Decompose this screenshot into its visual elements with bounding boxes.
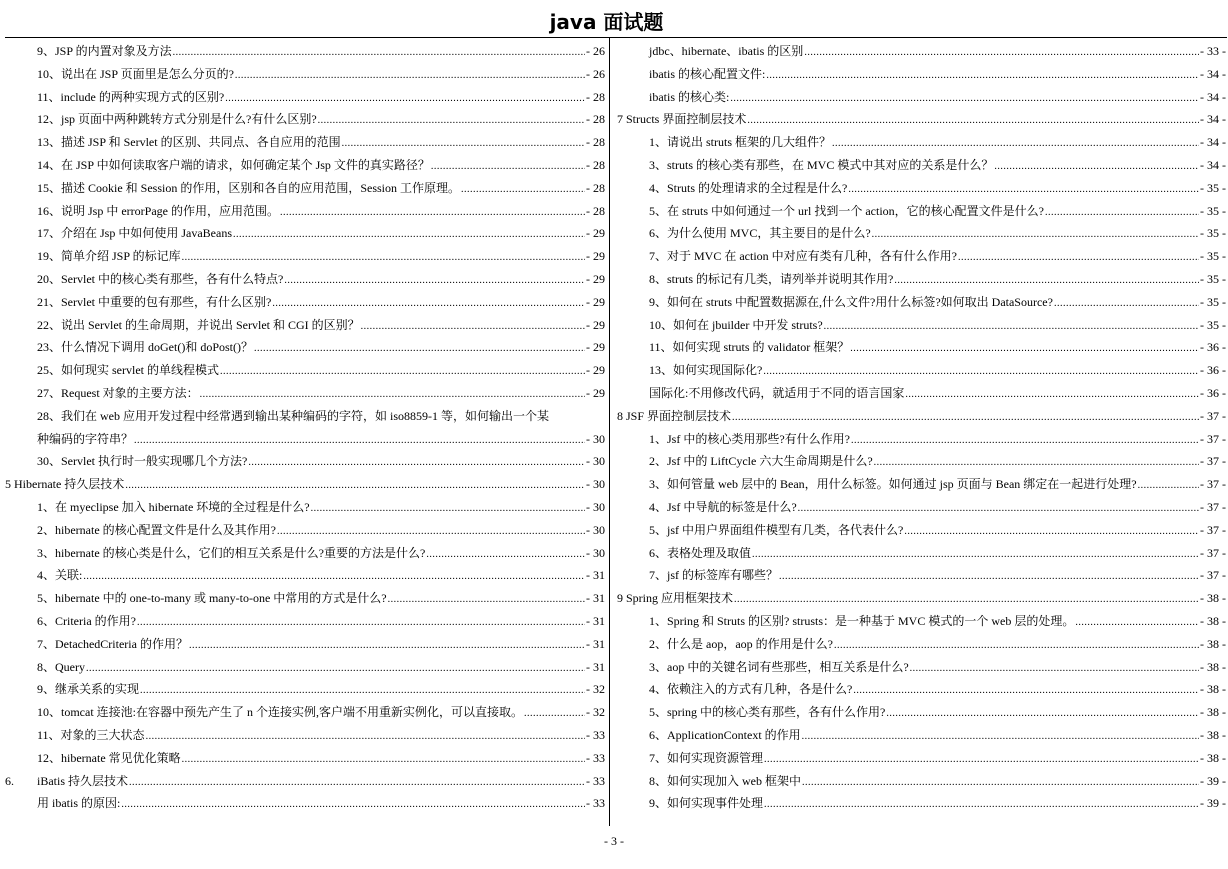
toc-entry-text: 6、表格处理及取值 [649, 545, 752, 560]
toc-leader-dots [802, 772, 1199, 793]
toc-entry[interactable] [5, 245, 605, 268]
toc-leader-dots [189, 635, 585, 656]
toc-page-number: - 38 - [1200, 705, 1226, 720]
toc-entry[interactable] [5, 724, 605, 747]
toc-leader-dots [904, 521, 1199, 542]
toc-page-number: - 37 - [1200, 477, 1226, 492]
toc-page-number: - 29 [586, 363, 605, 378]
toc-leader-dots [426, 544, 585, 565]
toc-entry-text: 3、hibernate 的核心类是什么，它们的相互关系是什么?重要的方法是什么? [37, 545, 426, 560]
toc-entry[interactable] [5, 428, 605, 451]
toc-page-number: - 31 [586, 659, 605, 674]
toc-leader-dots [146, 726, 585, 747]
toc-leader-dots [905, 384, 1199, 405]
toc-page-number: - 34 - [1200, 112, 1226, 127]
toc-page-number: - 30 [586, 477, 605, 492]
toc-section-entry[interactable] [617, 587, 1226, 610]
toc-page-number: - 38 - [1200, 636, 1226, 651]
toc-page-number: - 28 [586, 157, 605, 172]
toc-page-number: - 35 - [1200, 226, 1226, 241]
toc-entry-text: 27、Request 对象的主要方法： [37, 385, 199, 400]
toc-leader-dots [1138, 475, 1199, 496]
toc-entry[interactable] [617, 724, 1226, 747]
toc-page-number: - 35 - [1200, 249, 1226, 264]
toc-entry-text: 4、关联: [37, 568, 83, 583]
toc-entry-text: 2、什么是 aop，aop 的作用是什么? [649, 636, 833, 651]
toc-leader-dots [280, 202, 585, 223]
toc-entry[interactable] [5, 587, 605, 610]
toc-page-number: - 37 - [1200, 522, 1226, 537]
toc-entry-text: 14、在 JSP 中如何读取客户端的请求，如何确定某个 Jsp 文件的真实路径？ [37, 157, 430, 172]
toc-leader-dots [318, 110, 585, 131]
toc-page-number: - 34 - [1200, 66, 1226, 81]
toc-leader-dots [524, 703, 585, 724]
toc-leader-dots [254, 338, 585, 359]
toc-page-number: - 26 [586, 66, 605, 81]
toc-page-number: - 30 [586, 499, 605, 514]
toc-entry-text: 13、描述 JSP 和 Servlet 的区别、共同点、各自应用的范围 [37, 135, 341, 150]
toc-leader-dots [894, 270, 1199, 291]
toc-page-number: - 28 [586, 135, 605, 150]
toc-page-number: - 38 - [1200, 727, 1226, 742]
toc-entry-text: 1、请说出 struts 框架的几大组件？ [649, 135, 832, 150]
toc-entry[interactable] [617, 450, 1226, 473]
toc-leader-dots [121, 794, 585, 815]
toc-page-number: - 30 [586, 522, 605, 537]
toc-page-number: - 29 [586, 271, 605, 286]
toc-leader-dots [734, 589, 1199, 610]
toc-entry-text: 9、如何实现事件处理 [649, 796, 764, 811]
page-title: java 面试题 [549, 10, 664, 34]
toc-page-number: - 34 - [1200, 157, 1226, 172]
toc-entry[interactable] [617, 291, 1226, 314]
toc-leader-dots [361, 316, 585, 337]
toc-page-number: - 35 - [1200, 317, 1226, 332]
toc-page-number: - 28 [586, 203, 605, 218]
toc-section-entry[interactable] [5, 770, 605, 793]
toc-entry-text: ibatis 的核心配置文件: [649, 66, 766, 81]
toc-entry-text: 2、Jsf 中的 LiftCycle 六大生命周期是什么? [649, 454, 873, 469]
toc-page-number: - 34 - [1200, 89, 1226, 104]
toc-entry-text: 6、Criteria 的作用? [37, 613, 136, 628]
toc-entry-text: 11、对象的三大状态 [37, 727, 145, 742]
toc-entry-text: 1、Spring 和 Struts 的区别? strusts：是一种基于 MVC 模式的一个 web 层的处理。 [649, 613, 1075, 628]
toc-leader-dots [173, 42, 585, 63]
toc-leader-dots [225, 88, 585, 109]
toc-entry-text: 9、JSP 的内置对象及方法 [37, 44, 172, 58]
toc-leader-dots [220, 361, 585, 382]
toc-leader-dots [137, 612, 585, 633]
toc-entry-text: 16、说明 Jsp 中 errorPage 的作用，应用范围。 [37, 203, 279, 218]
toc-page-number: - 29 [586, 249, 605, 264]
toc-entry-text: 7、DetachedCriteria 的作用？ [37, 636, 188, 651]
toc-entry-text: 5 Hibernate 持久层技术 [5, 477, 125, 492]
toc-leader-dots [779, 566, 1199, 587]
toc-entry[interactable] [617, 382, 1226, 405]
toc-page-number: - 35 - [1200, 180, 1226, 195]
toc-entry[interactable] [617, 177, 1226, 200]
toc-leader-dots [277, 521, 585, 542]
toc-leader-dots [763, 361, 1199, 382]
toc-entry-text: 8、struts 的标记有几类，请列举并说明其作用? [649, 271, 894, 286]
toc-leader-dots [1054, 293, 1199, 314]
toc-leader-dots [958, 247, 1199, 268]
toc-section-entry[interactable] [617, 108, 1226, 131]
toc-entry[interactable] [617, 656, 1226, 679]
toc-leader-dots [388, 589, 585, 610]
toc-entry-text: 1、在 myeclipse 加入 hibernate 环境的全过程是什么? [37, 499, 310, 514]
toc-leader-dots [235, 65, 585, 86]
toc-entry[interactable] [5, 268, 605, 291]
toc-entry[interactable] [5, 359, 605, 382]
toc-leader-dots [850, 338, 1199, 359]
toc-page-number: - 30 [586, 431, 605, 446]
toc-leader-dots [200, 384, 585, 405]
column-divider [609, 38, 610, 826]
toc-page-number: - 32 [586, 705, 605, 720]
toc-leader-dots [994, 156, 1199, 177]
toc-entry[interactable] [617, 701, 1226, 724]
toc-page-number: - 37 - [1200, 568, 1226, 583]
toc-page-number: - 29 [586, 340, 605, 355]
toc-entry-text: jdbc、hibernate、ibatis 的区别 [649, 44, 804, 58]
toc-page-number: - 28 [586, 180, 605, 195]
toc-entry-text: 7 Structs 界面控制层技术 [617, 112, 747, 127]
toc-entry-text: 28、我们在 web 应用开发过程中经常遇到输出某种编码的字符，如 iso8859-1 等，如何输出一个某 [37, 408, 549, 423]
toc-section-entry[interactable] [617, 405, 1226, 428]
toc-entry[interactable] [617, 200, 1226, 223]
toc-entry[interactable] [5, 633, 605, 656]
toc-page-number: - 30 [586, 454, 605, 469]
toc-entry[interactable] [617, 222, 1226, 245]
toc-entry-text: 5、spring 中的核心类有那些，各有什么作用? [649, 705, 886, 720]
toc-leader-dots [311, 498, 585, 519]
toc-entry[interactable] [617, 770, 1226, 793]
toc-entry[interactable] [617, 633, 1226, 656]
toc-entry-text: 9、如何在 struts 中配置数据源在,什么文件?用什么标签?如何取出 DataSource? [649, 294, 1053, 309]
toc-leader-dots [851, 430, 1199, 451]
toc-leader-dots [804, 42, 1199, 63]
toc-entry[interactable] [5, 63, 605, 86]
toc-page-number: - 38 - [1200, 750, 1226, 765]
toc-entry-text: 30、Servlet 执行时一般实现哪几个方法? [37, 454, 248, 469]
toc-entry[interactable] [5, 610, 605, 633]
toc-entry-text: 9、继承关系的实现 [37, 682, 140, 697]
toc-leader-dots [284, 270, 585, 291]
toc-entry[interactable] [5, 405, 605, 428]
toc-page-number: - 29 [586, 317, 605, 332]
toc-entry-text: 9 Spring 应用框架技术 [617, 591, 734, 606]
toc-entry-text: 10、说出在 JSP 页面里是怎么分页的? [37, 66, 234, 81]
toc-entry[interactable] [5, 86, 605, 109]
toc-entry-text: 国际化:不用修改代码，就适用于不同的语言国家 [649, 385, 905, 400]
toc-page-number: - 33 [586, 750, 605, 765]
toc-entry-text: 21、Servlet 中重要的包有那些，有什么区别? [37, 294, 272, 309]
toc-entry[interactable] [617, 154, 1226, 177]
toc-entry[interactable] [617, 40, 1226, 63]
toc-page-number: - 37 - [1200, 545, 1226, 560]
toc-entry-text: 22、说出 Servlet 的生命周期，并说出 Servlet 和 CGI 的区别？ [37, 317, 360, 332]
toc-entry[interactable] [617, 336, 1226, 359]
toc-page-number: - 38 - [1200, 659, 1226, 674]
toc-page-number: - 31 [586, 591, 605, 606]
toc-entry-text: 4、依赖注入的方式有几种，各是什么? [649, 682, 853, 697]
toc-entry-text: 17、介绍在 Jsp 中如何使用 JavaBeans [37, 226, 232, 241]
toc-page-number: - 29 [586, 226, 605, 241]
toc-entry[interactable] [5, 450, 605, 473]
toc-entry[interactable] [617, 542, 1226, 565]
toc-leader-dots [848, 179, 1199, 200]
toc-entry[interactable] [5, 747, 605, 770]
toc-page-number: - 38 - [1200, 591, 1226, 606]
toc-entry[interactable] [5, 336, 605, 359]
toc-entry[interactable] [617, 473, 1226, 496]
toc-page-number: - 35 - [1200, 271, 1226, 286]
toc-entry[interactable] [5, 40, 605, 63]
toc-entry-text: 12、hibernate 常见优化策略 [37, 750, 181, 765]
toc-entry[interactable] [5, 200, 605, 223]
toc-leader-dots [182, 749, 585, 770]
toc-entry[interactable] [617, 86, 1226, 109]
toc-page-number: - 35 - [1200, 294, 1226, 309]
toc-entry[interactable] [617, 747, 1226, 770]
toc-entry[interactable] [5, 177, 605, 200]
toc-section-entry[interactable] [5, 473, 605, 496]
toc-entry[interactable] [617, 519, 1226, 542]
toc-entry-text: 3、aop 中的关键名词有些那些，相互关系是什么? [649, 659, 909, 674]
toc-leader-dots [764, 749, 1199, 770]
toc-entry-text: ibatis 的核心类: [649, 89, 730, 104]
toc-entry-text: 7、对于 MVC 在 action 中对应有类有几种，各有什么作用? [649, 249, 957, 264]
toc-entry[interactable] [5, 564, 605, 587]
toc-entry-text: 5、在 struts 中如何通过一个 url 找到一个 action，它的核心配置文件是什么? [649, 203, 1044, 218]
toc-entry[interactable] [617, 359, 1226, 382]
toc-page-number: - 36 - [1200, 363, 1226, 378]
toc-entry[interactable] [5, 154, 605, 177]
toc-leader-dots [140, 680, 585, 701]
toc-leader-dots [248, 452, 585, 473]
toc-entry[interactable] [617, 610, 1226, 633]
toc-entry[interactable] [617, 268, 1226, 291]
toc-page-number: - 33 - [1200, 44, 1226, 58]
toc-page-number: - 38 - [1200, 613, 1226, 628]
toc-leader-dots [1075, 612, 1199, 633]
toc-entry[interactable] [5, 656, 605, 679]
toc-entry-text: iBatis 持久层技术 [37, 773, 129, 788]
toc-leader-dots [752, 544, 1199, 565]
toc-leader-dots [431, 156, 585, 177]
toc-entry-text: 4、Struts 的处理请求的全过程是什么? [649, 180, 848, 195]
toc-entry[interactable] [5, 792, 605, 815]
toc-entry-text: 8 JSF 界面控制层技术 [617, 408, 732, 423]
toc-page-number: - 28 [586, 112, 605, 127]
toc-leader-dots [824, 316, 1199, 337]
toc-entry-text: 19、简单介绍 JSP 的标记库 [37, 249, 181, 264]
toc-entry-text: 5、hibernate 中的 one-to-many 或 many-to-one 中常用的方式是什么? [37, 591, 387, 606]
toc-entry[interactable] [617, 63, 1226, 86]
toc-leader-dots [834, 635, 1199, 656]
toc-leader-dots [853, 680, 1199, 701]
toc-entry-text: 8、Query [37, 659, 85, 674]
toc-entry-text: 10、如何在 jbuilder 中开发 struts? [649, 317, 823, 332]
toc-entry[interactable] [5, 222, 605, 245]
toc-entry[interactable] [617, 314, 1226, 337]
toc-entry[interactable] [5, 701, 605, 724]
toc-entry-text: 23、什么情况下调用 doGet()和 doPost()？ [37, 340, 253, 355]
toc-entry[interactable] [5, 496, 605, 519]
toc-leader-dots [86, 658, 585, 679]
toc-entry-text: 10、tomcat 连接池:在容器中预先产生了 n 个连接实例,客户端不用重新实例化，可以直接取。 [37, 705, 523, 720]
toc-entry-text: 6、为什么使用 MVC，其主要目的是什么? [649, 226, 871, 241]
toc-left-column [5, 40, 605, 815]
toc-entry[interactable] [617, 678, 1226, 701]
toc-entry-text: 20、Servlet 中的核心类有那些，各有什么特点? [37, 271, 284, 286]
toc-entry[interactable] [5, 678, 605, 701]
toc-leader-dots [272, 293, 585, 314]
toc-page-number: - 37 - [1200, 499, 1226, 514]
toc-entry-text: 13、如何实现国际化? [649, 363, 763, 378]
toc-page-number: - 26 [586, 44, 605, 58]
toc-leader-dots [134, 430, 585, 451]
toc-entry-text: 3、如何管量 web 层中的 Bean，用什么标签。如何通过 jsp 页面与 Bean 绑定在一起进行处理? [649, 477, 1137, 492]
toc-leader-dots [461, 179, 585, 200]
toc-page-number: - 30 [586, 545, 605, 560]
toc-entry[interactable] [5, 131, 605, 154]
toc-page-number: - 39 - [1200, 773, 1226, 788]
toc-page-number: - 31 [586, 568, 605, 583]
page-number: - 3 - [604, 834, 624, 848]
toc-right-column [617, 40, 1226, 815]
toc-entry[interactable] [5, 542, 605, 565]
toc-leader-dots [910, 658, 1199, 679]
toc-leader-dots [233, 224, 585, 245]
toc-entry[interactable] [5, 108, 605, 131]
toc-entry-text: 用 ibatis 的原因: [37, 796, 121, 811]
toc-entry-text: 11、include 的两种实现方式的区别? [37, 89, 225, 104]
toc-page-number: - 33 [586, 796, 605, 811]
toc-page-number: - 33 [586, 727, 605, 742]
toc-entry[interactable] [617, 792, 1226, 815]
toc-page-number: - 31 [586, 636, 605, 651]
header-divider [5, 37, 1227, 38]
toc-leader-dots [747, 110, 1199, 131]
toc-leader-dots [83, 566, 585, 587]
toc-page-number: - 39 - [1200, 796, 1226, 811]
toc-entry[interactable] [617, 564, 1226, 587]
toc-entry-text: 25、如何现实 servlet 的单线程模式 [37, 363, 219, 378]
toc-entry-text: 1、Jsf 中的核心类用那些?有什么作用? [649, 431, 850, 446]
toc-leader-dots [764, 794, 1199, 815]
toc-leader-dots [872, 224, 1199, 245]
toc-entry-text: 8、如何实现加入 web 框架中 [649, 773, 801, 788]
toc-entry-text: 7、jsf 的标签库有哪些？ [649, 568, 779, 583]
toc-entry-text: 3、struts 的核心类有那些，在 MVC 模式中其对应的关系是什么？ [649, 157, 994, 172]
toc-leader-dots [732, 407, 1199, 428]
toc-leader-dots [1045, 202, 1199, 223]
toc-page-number: - 34 - [1200, 135, 1226, 150]
toc-leader-dots [874, 452, 1199, 473]
toc-entry-text: 15、描述 Cookie 和 Session 的作用，区别和各自的应用范围，Session 工作原理。 [37, 180, 461, 195]
toc-page-number: - 32 [586, 682, 605, 697]
toc-page-number: - 36 - [1200, 340, 1226, 355]
toc-page-number: - 29 [586, 385, 605, 400]
toc-page-number: - 37 - [1200, 454, 1226, 469]
toc-entry-text: 12、jsp 页面中两种跳转方式分别是什么?有什么区别? [37, 112, 317, 127]
toc-entry[interactable] [617, 245, 1226, 268]
toc-entry[interactable] [617, 496, 1226, 519]
toc-page-number: - 29 [586, 294, 605, 309]
toc-leader-dots [129, 772, 585, 793]
toc-entry-text: 6、ApplicationContext 的作用 [649, 727, 801, 742]
toc-leader-dots [798, 498, 1199, 519]
toc-entry[interactable] [5, 519, 605, 542]
toc-page-number: - 31 [586, 613, 605, 628]
toc-leader-dots [182, 247, 585, 268]
toc-entry[interactable] [617, 131, 1226, 154]
toc-entry-text: 种编码的字符串？ [37, 431, 134, 446]
toc-leader-dots [766, 65, 1199, 86]
toc-entry[interactable] [5, 382, 605, 405]
toc-page-number: - 28 [586, 89, 605, 104]
toc-page-number: - 38 - [1200, 682, 1226, 697]
toc-page-number: - 36 - [1200, 385, 1226, 400]
toc-entry[interactable] [5, 291, 605, 314]
toc-page-number: - 33 [586, 773, 605, 788]
toc-entry-text: 7、如何实现资源管理 [649, 750, 764, 765]
toc-leader-dots [730, 88, 1199, 109]
toc-leader-dots [832, 133, 1199, 154]
toc-leader-dots [802, 726, 1199, 747]
toc-entry-text: 5、jsf 中用户界面组件模型有几类，各代表什么? [649, 522, 904, 537]
toc-leader-dots [342, 133, 585, 154]
toc-page-number: - 37 - [1200, 408, 1226, 423]
toc-entry-text: 11、如何实现 struts 的 validator 框架？ [649, 340, 850, 355]
toc-page-number: - 37 - [1200, 431, 1226, 446]
toc-entry-text: 2、hibernate 的核心配置文件是什么及其作用? [37, 522, 276, 537]
toc-section-number: 6. [5, 773, 14, 788]
toc-leader-dots [125, 475, 585, 496]
toc-page-number: - 35 - [1200, 203, 1226, 218]
toc-entry[interactable] [5, 314, 605, 337]
toc-entry-text: 4、Jsf 中导航的标签是什么? [649, 499, 797, 514]
toc-entry[interactable] [617, 428, 1226, 451]
toc-leader-dots [886, 703, 1199, 724]
